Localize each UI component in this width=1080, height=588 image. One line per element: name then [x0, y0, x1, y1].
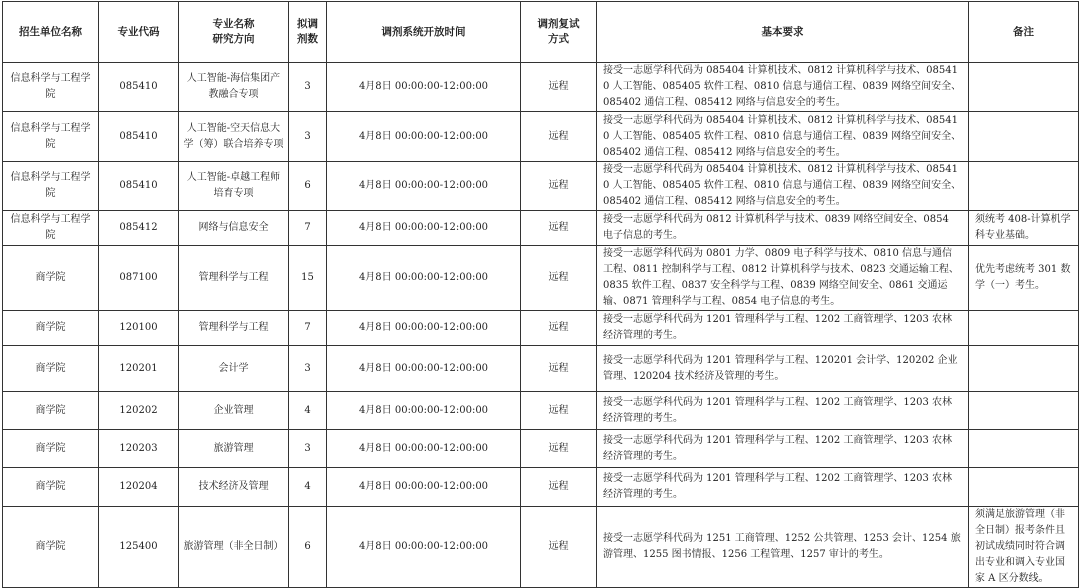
code-cell: 125400 — [99, 507, 179, 588]
time-cell: 4月8日 00:00:00-12:00:00 — [327, 346, 521, 392]
num-cell: 3 — [289, 346, 327, 392]
time-cell: 4月8日 00:00:00-12:00:00 — [327, 392, 521, 430]
table-row — [3, 507, 1079, 588]
major-cell: 会计学 — [179, 346, 289, 392]
table-row — [3, 346, 1079, 392]
unit-cell: 信息科学与工程学院 — [3, 112, 99, 162]
num-cell: 4 — [289, 392, 327, 430]
unit-cell: 信息科学与工程学院 — [3, 211, 99, 246]
requirement-cell: 接受一志愿学科代码为 1201 管理科学与工程、1202 工商管理学、1203 农林经济管理的考生。 — [597, 468, 969, 507]
header-mode: 调剂复试 方式 — [521, 2, 597, 63]
mode-cell: 远程 — [521, 246, 597, 311]
unit-cell: 商学院 — [3, 246, 99, 311]
note-cell — [969, 468, 1079, 507]
header-num: 拟调 剂数 — [289, 2, 327, 63]
time-cell: 4月8日 00:00:00-12:00:00 — [327, 311, 521, 346]
num-cell: 3 — [289, 112, 327, 162]
note-cell — [969, 392, 1079, 430]
major-cell: 管理科学与工程 — [179, 311, 289, 346]
num-cell: 4 — [289, 468, 327, 507]
code-cell: 085410 — [99, 112, 179, 162]
code-cell: 085410 — [99, 63, 179, 112]
table-row — [3, 246, 1079, 311]
time-cell: 4月8日 00:00:00-12:00:00 — [327, 246, 521, 311]
header-req: 基本要求 — [597, 2, 969, 63]
table-row — [3, 468, 1079, 507]
code-cell: 120202 — [99, 392, 179, 430]
time-cell: 4月8日 00:00:00-12:00:00 — [327, 63, 521, 112]
unit-cell: 商学院 — [3, 430, 99, 468]
time-cell: 4月8日 00:00:00-12:00:00 — [327, 468, 521, 507]
time-cell: 4月8日 00:00:00-12:00:00 — [327, 162, 521, 211]
time-cell: 4月8日 00:00:00-12:00:00 — [327, 507, 521, 588]
num-cell: 6 — [289, 507, 327, 588]
num-cell: 7 — [289, 211, 327, 246]
code-cell: 085410 — [99, 162, 179, 211]
major-cell: 旅游管理 — [179, 430, 289, 468]
mode-cell: 远程 — [521, 162, 597, 211]
table-row — [3, 430, 1079, 468]
note-cell — [969, 162, 1079, 211]
requirement-cell: 接受一志愿学科代码为 0801 力学、0809 电子科学与技术、0810 信息与通信工程、0811 控制科学与工程、0812 计算机科学与技术、0823 交通运输工程、0835 软件工程、0837 安全科学与工程、0839 网络空间安全、0861 交通运输、0871 管理科学与工程、0854 电子信息的考生。 — [597, 246, 969, 311]
mode-cell: 远程 — [521, 392, 597, 430]
mode-cell: 远程 — [521, 507, 597, 588]
code-cell: 120100 — [99, 311, 179, 346]
table-row — [3, 211, 1079, 246]
time-cell: 4月8日 00:00:00-12:00:00 — [327, 112, 521, 162]
code-cell: 120201 — [99, 346, 179, 392]
requirement-cell: 接受一志愿学科代码为 0812 计算机科学与技术、0839 网络空间安全、0854 电子信息的考生。 — [597, 211, 969, 246]
table-row — [3, 392, 1079, 430]
requirement-cell: 接受一志愿学科代码为 1201 管理科学与工程、1202 工商管理学、1203 农林经济管理的考生。 — [597, 430, 969, 468]
mode-cell: 远程 — [521, 346, 597, 392]
mode-cell: 远程 — [521, 468, 597, 507]
time-cell: 4月8日 00:00:00-12:00:00 — [327, 211, 521, 246]
unit-cell: 信息科学与工程学院 — [3, 162, 99, 211]
unit-cell: 商学院 — [3, 311, 99, 346]
num-cell: 7 — [289, 311, 327, 346]
requirement-cell: 接受一志愿学科代码为 1251 工商管理、1252 公共管理、1253 会计、1254 旅游管理、1255 图书情报、1256 工程管理、1257 审计的考生。 — [597, 507, 969, 588]
table-row — [3, 162, 1079, 211]
requirement-cell: 接受一志愿学科代码为 085404 计算机技术、0812 计算机科学与技术、085410 人工智能、085405 软件工程、0810 信息与通信工程、0839 网络空间安全、085402 通信工程、085412 网络与信息安全的考生。 — [597, 162, 969, 211]
mode-cell: 远程 — [521, 211, 597, 246]
mode-cell: 远程 — [521, 112, 597, 162]
unit-cell: 商学院 — [3, 346, 99, 392]
table-row — [3, 311, 1079, 346]
note-cell — [969, 63, 1079, 112]
code-cell: 085412 — [99, 211, 179, 246]
num-cell: 6 — [289, 162, 327, 211]
code-cell: 120204 — [99, 468, 179, 507]
header-note: 备注 — [969, 2, 1079, 63]
requirement-cell: 接受一志愿学科代码为 085404 计算机技术、0812 计算机科学与技术、085410 人工智能、085405 软件工程、0810 信息与通信工程、0839 网络空间安全、085402 通信工程、085412 网络与信息安全的考生。 — [597, 112, 969, 162]
mode-cell: 远程 — [521, 430, 597, 468]
note-cell: 优先考虑统考 301 数学（一）考生。 — [969, 246, 1079, 311]
mode-cell: 远程 — [521, 63, 597, 112]
requirement-cell: 接受一志愿学科代码为 1201 管理科学与工程、1202 工商管理学、1203 农林经济管理的考生。 — [597, 392, 969, 430]
note-cell — [969, 346, 1079, 392]
major-cell: 人工智能-卓越工程师培育专项 — [179, 162, 289, 211]
adjustment-table — [2, 1, 1079, 588]
code-cell: 087100 — [99, 246, 179, 311]
unit-cell: 商学院 — [3, 507, 99, 588]
major-cell: 人工智能-空天信息大学（筹）联合培养专项 — [179, 112, 289, 162]
num-cell: 3 — [289, 430, 327, 468]
unit-cell: 商学院 — [3, 392, 99, 430]
mode-cell: 远程 — [521, 311, 597, 346]
requirement-cell: 接受一志愿学科代码为 1201 管理科学与工程、1202 工商管理学、1203 农林经济管理的考生。 — [597, 311, 969, 346]
requirement-cell: 接受一志愿学科代码为 085404 计算机技术、0812 计算机科学与技术、085410 人工智能、085405 软件工程、0810 信息与通信工程、0839 网络空间安全、085402 通信工程、085412 网络与信息安全的考生。 — [597, 63, 969, 112]
major-cell: 企业管理 — [179, 392, 289, 430]
table-row — [3, 112, 1079, 162]
table-row — [3, 63, 1079, 112]
major-cell: 人工智能-海信集团产教融合专项 — [179, 63, 289, 112]
unit-cell: 商学院 — [3, 468, 99, 507]
major-cell: 技术经济及管理 — [179, 468, 289, 507]
note-cell: 须满足旅游管理（非全日制）报考条件且初试成绩同时符合调出专业和调入专业国家 A 区分数线。 — [969, 507, 1079, 588]
major-cell: 管理科学与工程 — [179, 246, 289, 311]
header-code: 专业代码 — [99, 2, 179, 63]
note-cell — [969, 311, 1079, 346]
header-major: 专业名称 研究方向 — [179, 2, 289, 63]
num-cell: 3 — [289, 63, 327, 112]
header-unit: 招生单位名称 — [3, 2, 99, 63]
note-cell — [969, 430, 1079, 468]
time-cell: 4月8日 00:00:00-12:00:00 — [327, 430, 521, 468]
unit-cell: 信息科学与工程学院 — [3, 63, 99, 112]
header-time: 调剂系统开放时间 — [327, 2, 521, 63]
major-cell: 网络与信息安全 — [179, 211, 289, 246]
num-cell: 15 — [289, 246, 327, 311]
requirement-cell: 接受一志愿学科代码为 1201 管理科学与工程、120201 会计学、120202 企业管理、120204 技术经济及管理的考生。 — [597, 346, 969, 392]
header-row — [3, 2, 1079, 63]
code-cell: 120203 — [99, 430, 179, 468]
note-cell: 须统考 408-计算机学科专业基础。 — [969, 211, 1079, 246]
note-cell — [969, 112, 1079, 162]
major-cell: 旅游管理（非全日制） — [179, 507, 289, 588]
